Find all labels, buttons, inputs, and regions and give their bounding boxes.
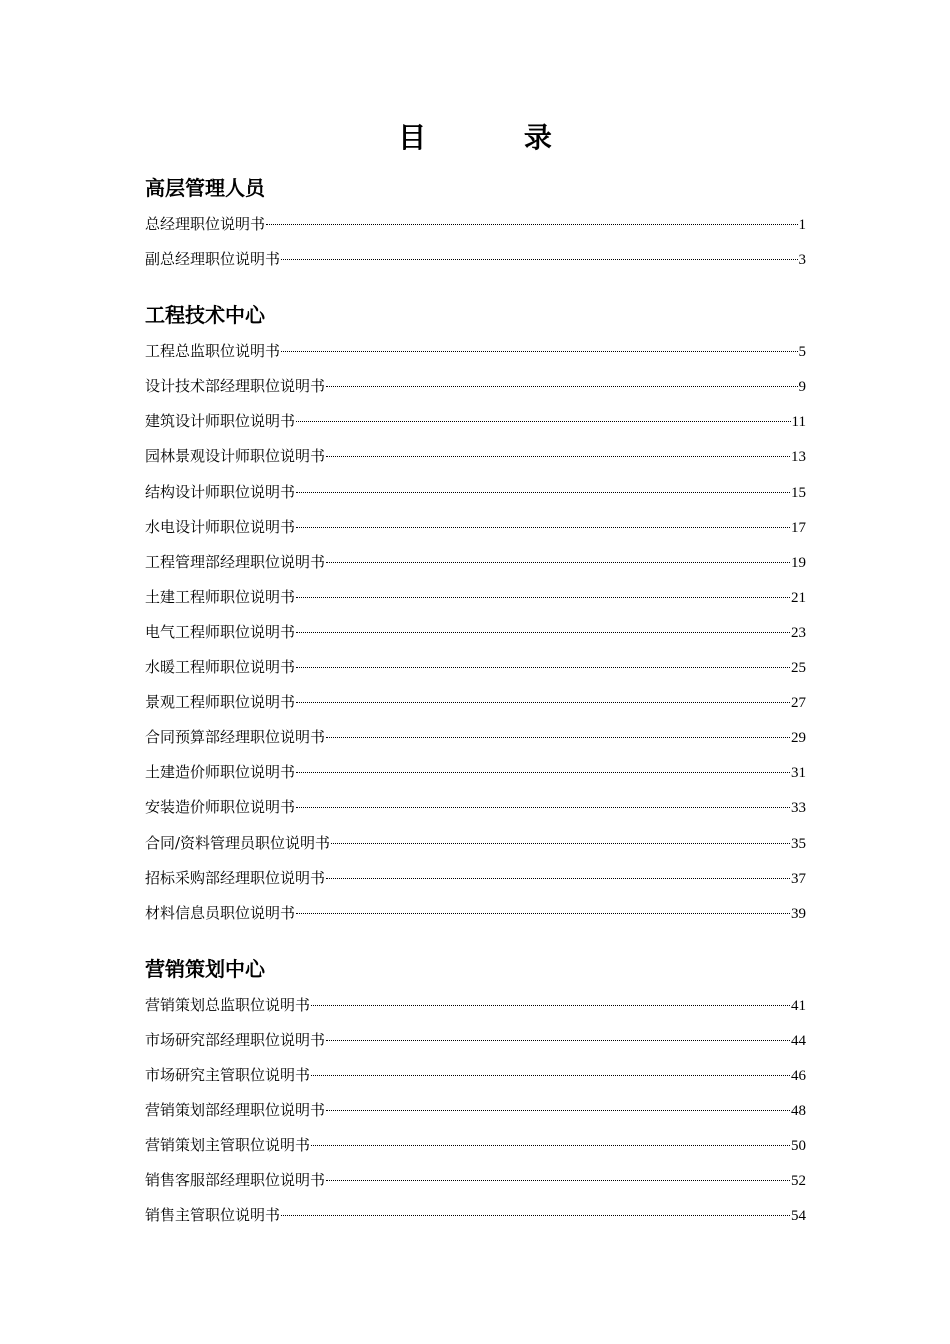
toc-entry-label: 工程总监职位说明书 [145,342,281,361]
dot-leader [296,807,790,808]
toc-entry[interactable] [145,826,806,861]
toc-entry-page-number: 19 [791,554,806,571]
toc-entry[interactable] [145,439,806,474]
toc-entry-page-number: 1 [798,217,806,233]
toc-entry-label: 总经理职位说明书 [145,215,266,233]
toc-entry-label: 合同预算部经理职位说明书 [145,728,326,747]
toc-entry[interactable] [145,242,806,277]
dot-leader [311,1005,790,1006]
toc-entry-label: 市场研究主管职位说明书 [145,1065,311,1084]
toc-entry-page-number: 31 [791,765,806,782]
dot-leader [296,772,790,773]
dot-leader [326,1110,790,1111]
toc-entry-page-number: 13 [791,449,806,466]
dot-leader [281,351,797,352]
toc-entry-page-number: 35 [791,835,806,852]
toc-entry-label: 材料信息员职位说明书 [145,903,296,922]
dot-leader [311,1145,790,1146]
toc-entry[interactable] [145,720,806,755]
toc-entry-label: 销售主管职位说明书 [145,1206,281,1225]
dot-leader [281,259,797,260]
toc-entry[interactable] [145,1198,806,1233]
dot-leader [326,562,790,563]
toc-entry-page-number: 25 [791,660,806,677]
toc-section [145,299,806,931]
toc-entry-label: 电气工程师职位说明书 [145,622,296,641]
toc-entry-label: 营销策划主管职位说明书 [145,1136,311,1155]
toc-entry[interactable] [145,790,806,825]
toc-entry-page-number: 5 [798,344,806,361]
dot-leader [326,737,790,738]
toc-entry-page-number: 17 [791,519,806,536]
toc-entry-label: 招标采购部经理职位说明书 [145,868,326,887]
toc-entry[interactable] [145,1093,806,1128]
toc-entry[interactable] [145,896,806,931]
toc-entry[interactable] [145,615,806,650]
toc-entry-label: 市场研究部经理职位说明书 [145,1030,326,1049]
dot-leader [296,702,790,703]
dot-leader [331,843,790,844]
toc-entry-page-number: 41 [791,997,806,1014]
toc-entry-page-number: 37 [791,870,806,887]
dot-leader [326,1180,790,1181]
toc-entry-page-number: 23 [791,624,806,641]
toc-section [145,172,806,277]
toc-entry[interactable] [145,650,806,685]
toc-entry-page-number: 48 [791,1103,806,1120]
toc-entry-label: 园林景观设计师职位说明书 [145,447,326,466]
toc-entry-page-number: 44 [791,1032,806,1049]
page-title: 目 录 [398,121,596,154]
toc-entry-label: 安装造价师职位说明书 [145,798,296,817]
toc-entry[interactable] [145,1163,806,1198]
toc-entry-label: 水暖工程师职位说明书 [145,658,296,677]
toc-entry-page-number: 50 [791,1138,806,1155]
toc-entry-label: 副总经理职位说明书 [145,250,281,269]
toc-entry-label: 建筑设计师职位说明书 [145,412,296,431]
toc-entry[interactable] [145,685,806,720]
toc-entry-page-number: 15 [791,484,806,501]
toc-entry-page-number: 39 [791,905,806,922]
section-heading: 工程技术中心 [145,303,265,328]
dot-leader [266,224,797,225]
dot-leader [296,913,790,914]
toc-entry-page-number: 54 [791,1208,806,1225]
dot-leader [296,597,790,598]
toc-entry[interactable] [145,404,806,439]
toc-entry-page-number: 9 [798,379,806,396]
toc-entry[interactable] [145,755,806,790]
toc-entry-page-number: 3 [798,252,806,269]
toc-entry-label: 土建工程师职位说明书 [145,587,296,606]
dot-leader [326,386,797,387]
dot-leader [326,1040,790,1041]
toc-entry-page-number: 11 [791,414,806,431]
section-heading: 高层管理人员 [145,176,265,200]
dot-leader [296,421,791,422]
toc-entry-label: 水电设计师职位说明书 [145,517,296,536]
toc-entry[interactable] [145,334,806,369]
toc-entry[interactable] [145,861,806,896]
toc-entry-page-number: 29 [791,730,806,747]
toc-entry-label: 土建造价师职位说明书 [145,763,296,782]
toc-entry[interactable] [145,1058,806,1093]
dot-leader [326,878,790,879]
toc-entry[interactable] [145,1128,806,1163]
toc-entry-label: 结构设计师职位说明书 [145,482,296,501]
toc-entry[interactable] [145,510,806,545]
toc-entry-label: 营销策划部经理职位说明书 [145,1101,326,1120]
toc-entry-label: 合同/资料管理员职位说明书 [145,833,331,852]
dot-leader [296,527,790,528]
toc-entry[interactable] [145,580,806,615]
dot-leader [296,632,790,633]
toc-section [145,953,806,1234]
toc-entry[interactable] [145,1023,806,1058]
toc-entry[interactable] [145,545,806,580]
toc-entry-page-number: 33 [791,800,806,817]
toc-entry-label: 设计技术部经理职位说明书 [145,377,326,396]
toc-entry-page-number: 21 [791,589,806,606]
dot-leader [281,1215,790,1216]
table-of-contents [145,172,806,1233]
toc-entry[interactable] [145,475,806,510]
toc-entry-label: 营销策划总监职位说明书 [145,995,311,1014]
toc-entry[interactable] [145,369,806,404]
toc-entry-label: 销售客服部经理职位说明书 [145,1171,326,1190]
toc-entry-page-number: 27 [791,695,806,712]
dot-leader [311,1075,790,1076]
toc-entry[interactable] [145,207,806,242]
toc-entry-label: 工程管理部经理职位说明书 [145,552,326,571]
toc-entry[interactable] [145,988,806,1023]
toc-entry-page-number: 46 [791,1067,806,1084]
toc-entry-page-number: 52 [791,1173,806,1190]
dot-leader [326,456,790,457]
dot-leader [296,667,790,668]
section-heading: 营销策划中心 [145,956,265,981]
toc-entry-label: 景观工程师职位说明书 [145,693,296,712]
dot-leader [296,492,790,493]
